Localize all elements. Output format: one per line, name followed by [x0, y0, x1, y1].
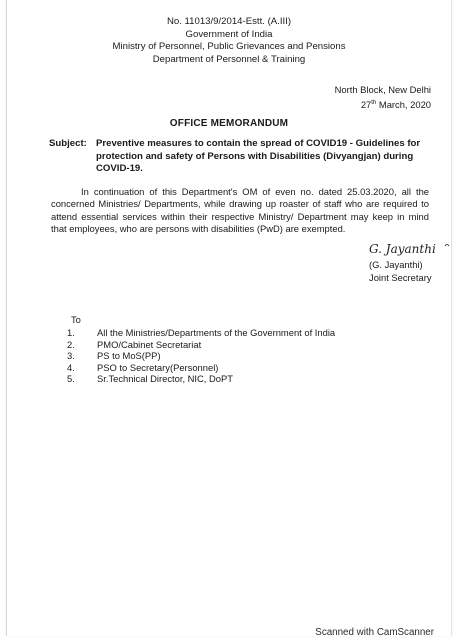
item-text: PSO to Secretary(Personnel) — [97, 361, 219, 373]
item-number: 1. — [67, 327, 75, 338]
government-name: Government of India — [185, 28, 273, 40]
letterhead — [7, 16, 451, 66]
item-text: PS to MoS(PP) — [97, 350, 161, 362]
ministry-name: Ministry of Personnel, Public Grievances and Pensions — [112, 41, 346, 52]
item-text: PMO/Cabinet Secretariat — [97, 338, 202, 350]
item-number: 4. — [67, 361, 75, 373]
signature-text: G. Jayanthi — [369, 242, 436, 256]
place: North Block, New Delhi — [334, 84, 431, 95]
date-suffix: th — [371, 99, 377, 106]
date-day: 27 — [360, 98, 372, 110]
memorandum-title: OFFICE MEMORANDUM — [169, 118, 289, 129]
body-paragraph: In continuation of this Department's OM of even no. dated 25.03.2020, all the concerned Ministries/ Departments, while drawing up roaster of staff who are required to attend essential services within their respective Ministry/ Department may keep in mind that employees, who are persons with disabilities (PwD) are exempted. — [51, 186, 429, 235]
scanner-watermark: Scanned with CamScanner — [315, 627, 434, 638]
handwritten-signature — [369, 238, 456, 258]
document-page — [6, 0, 452, 636]
signatory-block — [369, 258, 432, 284]
distribution-label: To — [71, 314, 81, 325]
place-and-date — [335, 84, 431, 111]
item-number: 3. — [67, 350, 75, 362]
signatory-name: (G. Jayanthi) — [369, 259, 423, 270]
subject-text: Preventive measures to contain the spread of COVID19 - Guidelines for protection and safety of Persons with Disabilities (Divyangjan) during COVID-19. — [96, 138, 421, 174]
department-name: Department of Personnel & Training — [152, 53, 306, 65]
subject-block — [49, 138, 427, 176]
subject-label: Subject: — [49, 138, 87, 149]
item-number: 5. — [67, 373, 75, 385]
date — [335, 97, 431, 112]
item-text: Sr.Technical Director, NIC, DoPT — [97, 373, 233, 385]
file-number: No. 11013/9/2014-Estt. (A.III) — [166, 16, 292, 27]
signatory-designation: Joint Secretary — [369, 272, 432, 283]
item-number: 2. — [67, 338, 75, 350]
date-rest: March, 2020 — [376, 98, 431, 110]
item-text: All the Ministries/Departments of the Government of India — [97, 327, 336, 338]
